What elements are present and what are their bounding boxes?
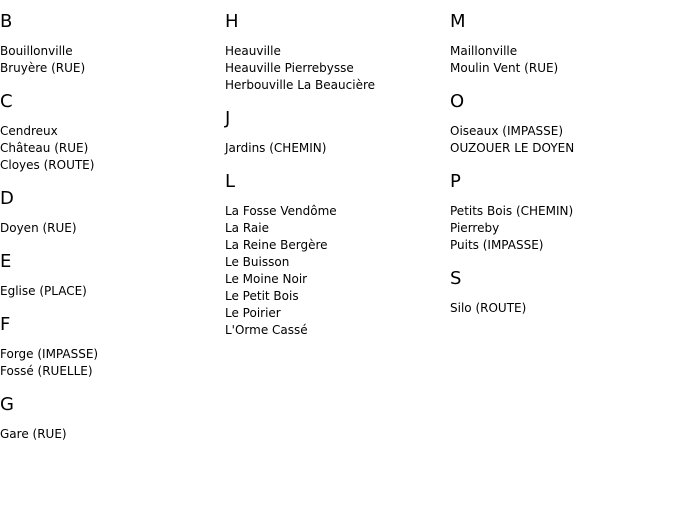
street-link-la-reine-bergere[interactable]: La Reine Bergère	[225, 238, 328, 252]
index-column	[225, 0, 450, 456]
section-letter-heading: P	[450, 171, 461, 192]
section-letter-heading: J	[225, 108, 231, 129]
street-link-le-buisson[interactable]: Le Buisson	[225, 255, 290, 269]
street-link-le-poirier[interactable]: Le Poirier	[225, 306, 281, 320]
street-list	[225, 140, 450, 157]
street-list	[450, 300, 675, 317]
street-list	[450, 203, 675, 254]
street-link-puits-impasse[interactable]: Puits (IMPASSE)	[450, 238, 544, 252]
street-link-cendreux[interactable]: Cendreux	[0, 124, 58, 138]
letter-group-d	[0, 187, 225, 237]
street-link-le-moine-noir[interactable]: Le Moine Noir	[225, 272, 308, 286]
street-link-heauville-pierrebysse[interactable]: Heauville Pierrebysse	[225, 61, 354, 75]
street-list	[0, 283, 225, 300]
letter-group-c	[0, 90, 225, 174]
letter-group-l	[225, 170, 450, 339]
section-letter-heading: C	[0, 91, 13, 112]
section-letter-heading: O	[450, 91, 465, 112]
letter-group-h	[225, 10, 450, 94]
street-link-fosse-ruelle[interactable]: Fossé (RUELLE)	[0, 364, 93, 378]
street-link-ouzouer-le-doyen[interactable]: OUZOUER LE DOYEN	[450, 141, 575, 155]
letter-group-p	[450, 170, 675, 254]
letter-group-e	[0, 250, 225, 300]
street-link-bruyere-rue[interactable]: Bruyère (RUE)	[0, 61, 86, 75]
street-list	[450, 123, 675, 157]
street-link-pierreby[interactable]: Pierreby	[450, 221, 500, 235]
letter-group-j	[225, 107, 450, 157]
section-letter-heading: F	[0, 314, 11, 335]
section-letter-heading: G	[0, 394, 14, 415]
street-link-bouillonville[interactable]: Bouillonville	[0, 44, 73, 58]
letter-group-f	[0, 313, 225, 380]
street-link-heauville[interactable]: Heauville	[225, 44, 281, 58]
street-list	[225, 203, 450, 339]
section-letter-heading: D	[0, 188, 14, 209]
street-link-jardins-chemin[interactable]: Jardins (CHEMIN)	[225, 141, 327, 155]
street-link-cloyes-route[interactable]: Cloyes (ROUTE)	[0, 158, 95, 172]
section-letter-heading: H	[225, 11, 239, 32]
letter-group-m	[450, 10, 675, 77]
index-column	[450, 0, 675, 456]
street-list	[0, 220, 225, 237]
street-link-l-orme-casse[interactable]: L'Orme Cassé	[225, 323, 308, 337]
street-link-la-raie[interactable]: La Raie	[225, 221, 269, 235]
street-link-herbouville-la-beauciere[interactable]: Herbouville La Beaucière	[225, 78, 375, 92]
section-letter-heading: S	[450, 268, 462, 289]
street-link-petits-bois-chemin[interactable]: Petits Bois (CHEMIN)	[450, 204, 574, 218]
street-link-chateau-rue[interactable]: Château (RUE)	[0, 141, 89, 155]
street-link-le-petit-bois[interactable]: Le Petit Bois	[225, 289, 299, 303]
street-list	[0, 123, 225, 174]
street-link-oiseaux-impasse[interactable]: Oiseaux (IMPASSE)	[450, 124, 564, 138]
section-letter-heading: B	[0, 11, 13, 32]
street-link-forge-impasse[interactable]: Forge (IMPASSE)	[0, 347, 99, 361]
letter-group-b	[0, 10, 225, 77]
street-list	[0, 346, 225, 380]
letter-group-s	[450, 267, 675, 317]
street-link-silo-route[interactable]: Silo (ROUTE)	[450, 301, 527, 315]
street-link-gare-rue[interactable]: Gare (RUE)	[0, 427, 67, 441]
street-link-doyen-rue[interactable]: Doyen (RUE)	[0, 221, 77, 235]
street-list	[450, 43, 675, 77]
street-list	[0, 426, 225, 443]
street-link-eglise-place[interactable]: Eglise (PLACE)	[0, 284, 87, 298]
street-list	[225, 43, 450, 94]
street-link-la-fosse-vendome[interactable]: La Fosse Vendôme	[225, 204, 337, 218]
street-link-maillonville[interactable]: Maillonville	[450, 44, 518, 58]
index-column	[0, 0, 225, 456]
section-letter-heading: L	[225, 171, 236, 192]
section-letter-heading: M	[450, 11, 466, 32]
section-letter-heading: E	[0, 251, 12, 272]
street-list	[0, 43, 225, 77]
letter-group-o	[450, 90, 675, 157]
letter-group-g	[0, 393, 225, 443]
street-link-moulin-vent-rue[interactable]: Moulin Vent (RUE)	[450, 61, 559, 75]
